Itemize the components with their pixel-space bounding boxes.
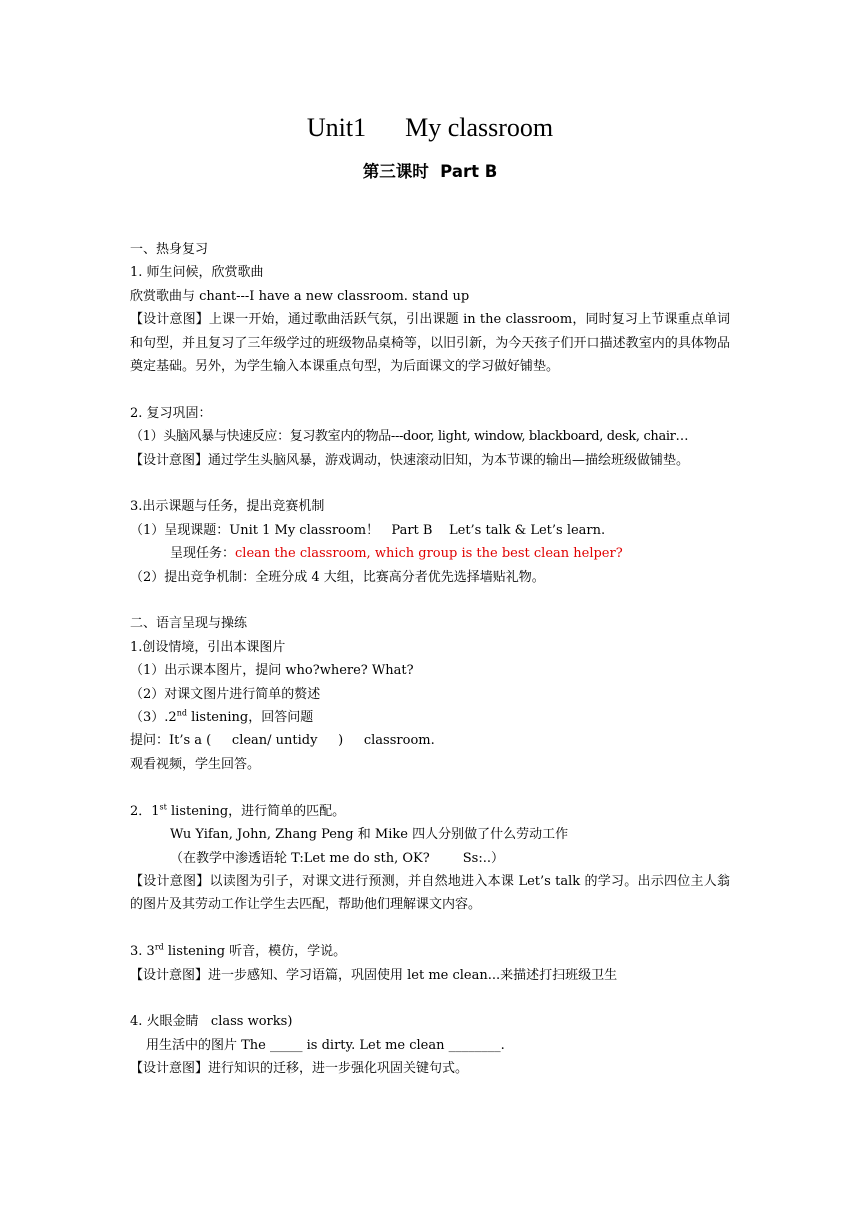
task-label: 呈现任务： [170,546,236,562]
s2-item-1-watch: 观看视频，学生回答。 [130,756,261,772]
s2-item-3-intent: 【设计意图】进一步感知、学习语篇，巩固使用 let me clean...来描述打扫班级卫生 [130,967,618,983]
task-text: clean the classroom, which group is the best clean helper? [235,546,623,562]
section-1-heading: 一、热身复习 [130,242,209,257]
listening-3-prefix: 3. 3 [130,944,155,960]
listening-2-sup: nd [176,708,187,718]
s1-item-2: 2. 复习巩固： [130,405,212,421]
s2-item-1-question: 提问：It’s a ( clean/ untidy ) classroom. [130,733,435,749]
s1-item-3-sub-2: （2）提出竞争机制：全班分成 4 大组，比赛高分者优先选择墙贴礼物。 [130,569,545,585]
listening-3-text: listening 听音，模仿，学说。 [163,944,347,960]
s2-item-4-sub-1: 用生活中的图片 The _____ is dirty. Let me clean ________. [146,1037,505,1053]
listening-3-sup: rd [154,942,164,952]
s2-item-1-sub-3 [130,706,730,729]
page-title: Unit1 My classroom [306,113,554,142]
s1-item-2-sub-1: （1）头脑风暴与快速反应：复习教室内的物品---door, light, window, blackboard, desk, chair… [130,429,689,445]
s2-item-2-sub-2: （在教学中渗透语轮 T:Let me do sth, OK? Ss:..） [170,850,504,866]
s1-item-1-intent: 【设计意图】上课一开始，通过歌曲活跃气氛，引出课题 in the classroom，同时复习上节课重点单词和句型，并且复习了三年级学过的班级物品桌椅等，以旧引新，为今天孩子们开口描述教室内的具体物品奠定基础。另外，为学生输入本课重点句型，为后面课文的学习做好铺垫。 [130,312,730,375]
listening-1-prefix: 2．1 [130,803,160,819]
s2-item-1: 1.创设情境，引出本课图片 [130,639,286,655]
s1-item-1: 1. 师生问候，欣赏歌曲 [130,265,264,281]
s2-item-3 [130,940,730,963]
s2-item-2 [130,800,730,823]
s2-item-4: 4. 火眼金睛 class works) [130,1014,293,1030]
listening-1-sup: st [159,802,167,812]
s2-item-4-intent: 【设计意图】进行知识的迁移，进一步强化巩固关键句式。 [130,1061,469,1077]
s2-item-2-sub-1: Wu Yifan, John, Zhang Peng 和 Mike 四人分别做了什么劳动工作 [170,827,569,843]
s1-item-2-intent: 【设计意图】通过学生头脑风暴，游戏调动，快速滚动旧知，为本节课的输出—描绘班级做铺垫。 [130,452,690,468]
s1-item-3-sub-1: （1）呈现课题：Unit 1 My classroom！ Part B Let’s talk & Let’s learn. [130,522,606,538]
s1-item-1-detail: 欣赏歌曲与 chant---I have a new classroom. stand up [130,288,470,304]
listening-2-text: listening，回答问题 [186,710,314,726]
s1-item-3: 3.出示课题与任务，提出竞赛机制 [130,499,325,515]
section-2-heading: 二、语言呈现与操练 [130,616,248,632]
page-subtitle: 第三课时 Part B [362,162,498,181]
document-body [130,238,730,1081]
listening-2-prefix: （3）.2 [130,710,177,726]
s2-item-2-intent: 【设计意图】以读图为引子，对课文进行预测，并自然地进入本课 Let’s talk 的学习。出示四位主人翁的图片及其劳动工作让学生去匹配，帮助他们理解课文内容。 [130,873,730,913]
s2-item-1-sub-2: （2）对课文图片进行简单的赘述 [130,686,321,702]
listening-1-text: listening，进行简单的匹配。 [166,803,346,819]
s1-item-3-task [130,542,730,565]
s2-item-1-sub-1: （1）出示课本图片，提问 who?where? What? [130,663,414,679]
